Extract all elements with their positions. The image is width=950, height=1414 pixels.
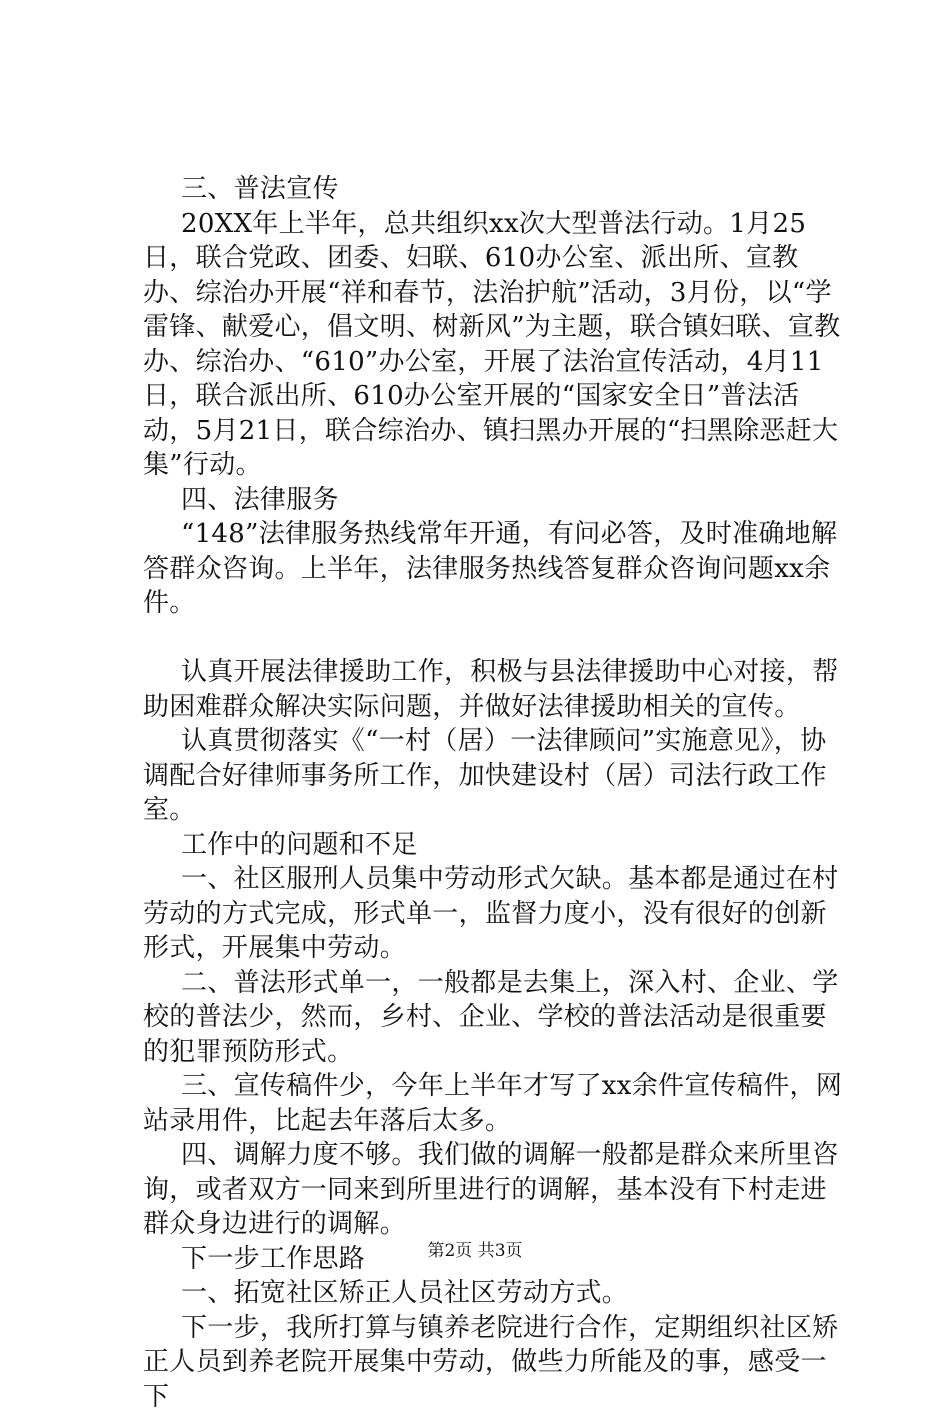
paragraph-spacer [143, 621, 843, 656]
section-heading-next-steps: 下一步工作思路 [143, 1242, 843, 1277]
paragraph-problem-2: 二、普法形式单一，一般都是去集上，深入村、企业、学校的普法少，然而，乡村、企业、学校的普法活动是很重要的犯罪预防形式。 [143, 966, 843, 1070]
paragraph-next-step-detail: 下一步，我所打算与镇养老院进行合作，定期组织社区矫正人员到养老院开展集中劳动，做些力所能及的事，感受一下 [143, 1311, 843, 1414]
section-heading-legal-publicity: 三、普法宣传 [143, 172, 843, 207]
section-heading-legal-services: 四、法律服务 [143, 483, 843, 518]
page-footer [0, 1239, 950, 1263]
page-number-label: 第2页 共3页 [427, 1241, 522, 1261]
paragraph-legal-advisor: 认真贯彻落实《“一村（居）一法律顾问”实施意见》，协调配合好律师事务所工作，加快建设村（居）司法行政工作室。 [143, 724, 843, 828]
paragraph-problem-1: 一、社区服刑人员集中劳动形式欠缺。基本都是通过在村劳动的方式完成，形式单一，监督力度小，没有很好的创新形式，开展集中劳动。 [143, 862, 843, 966]
paragraph-next-step-1: 一、拓宽社区矫正人员社区劳动方式。 [143, 1276, 843, 1311]
paragraph-hotline: “148”法律服务热线常年开通，有问必答，及时准确地解答群众咨询。上半年，法律服务热线答复群众咨询问题xx余件。 [143, 517, 843, 621]
paragraph-problem-3: 三、宣传稿件少，今年上半年才写了xx余件宣传稿件，网站录用件，比起去年落后太多。 [143, 1069, 843, 1138]
paragraph-legal-publicity: 20XX年上半年，总共组织xx次大型普法行动。1月25日，联合党政、团委、妇联、610办公室、派出所、宣教办、综治办开展“祥和春节，法治护航”活动，3月份，以“学雷锋、献爱心，倡文明、树新风”为主题，联合镇妇联、宣教办、综治办、“610”办公室，开展了法治宣传活动，4月11日，联合派出所、610办公室开展的“国家安全日”普法活动，5月21日，联合综治办、镇扫黑办开展的“扫黑除恶赶大集”行动。 [143, 207, 843, 483]
document-body [143, 172, 843, 1414]
paragraph-problem-4: 四、调解力度不够。我们做的调解一般都是群众来所里咨询，或者双方一同来到所里进行的调解，基本没有下村走进群众身边进行的调解。 [143, 1138, 843, 1242]
section-heading-problems: 工作中的问题和不足 [143, 828, 843, 863]
paragraph-legal-aid: 认真开展法律援助工作，积极与县法律援助中心对接，帮助困难群众解决实际问题，并做好法律援助相关的宣传。 [143, 655, 843, 724]
